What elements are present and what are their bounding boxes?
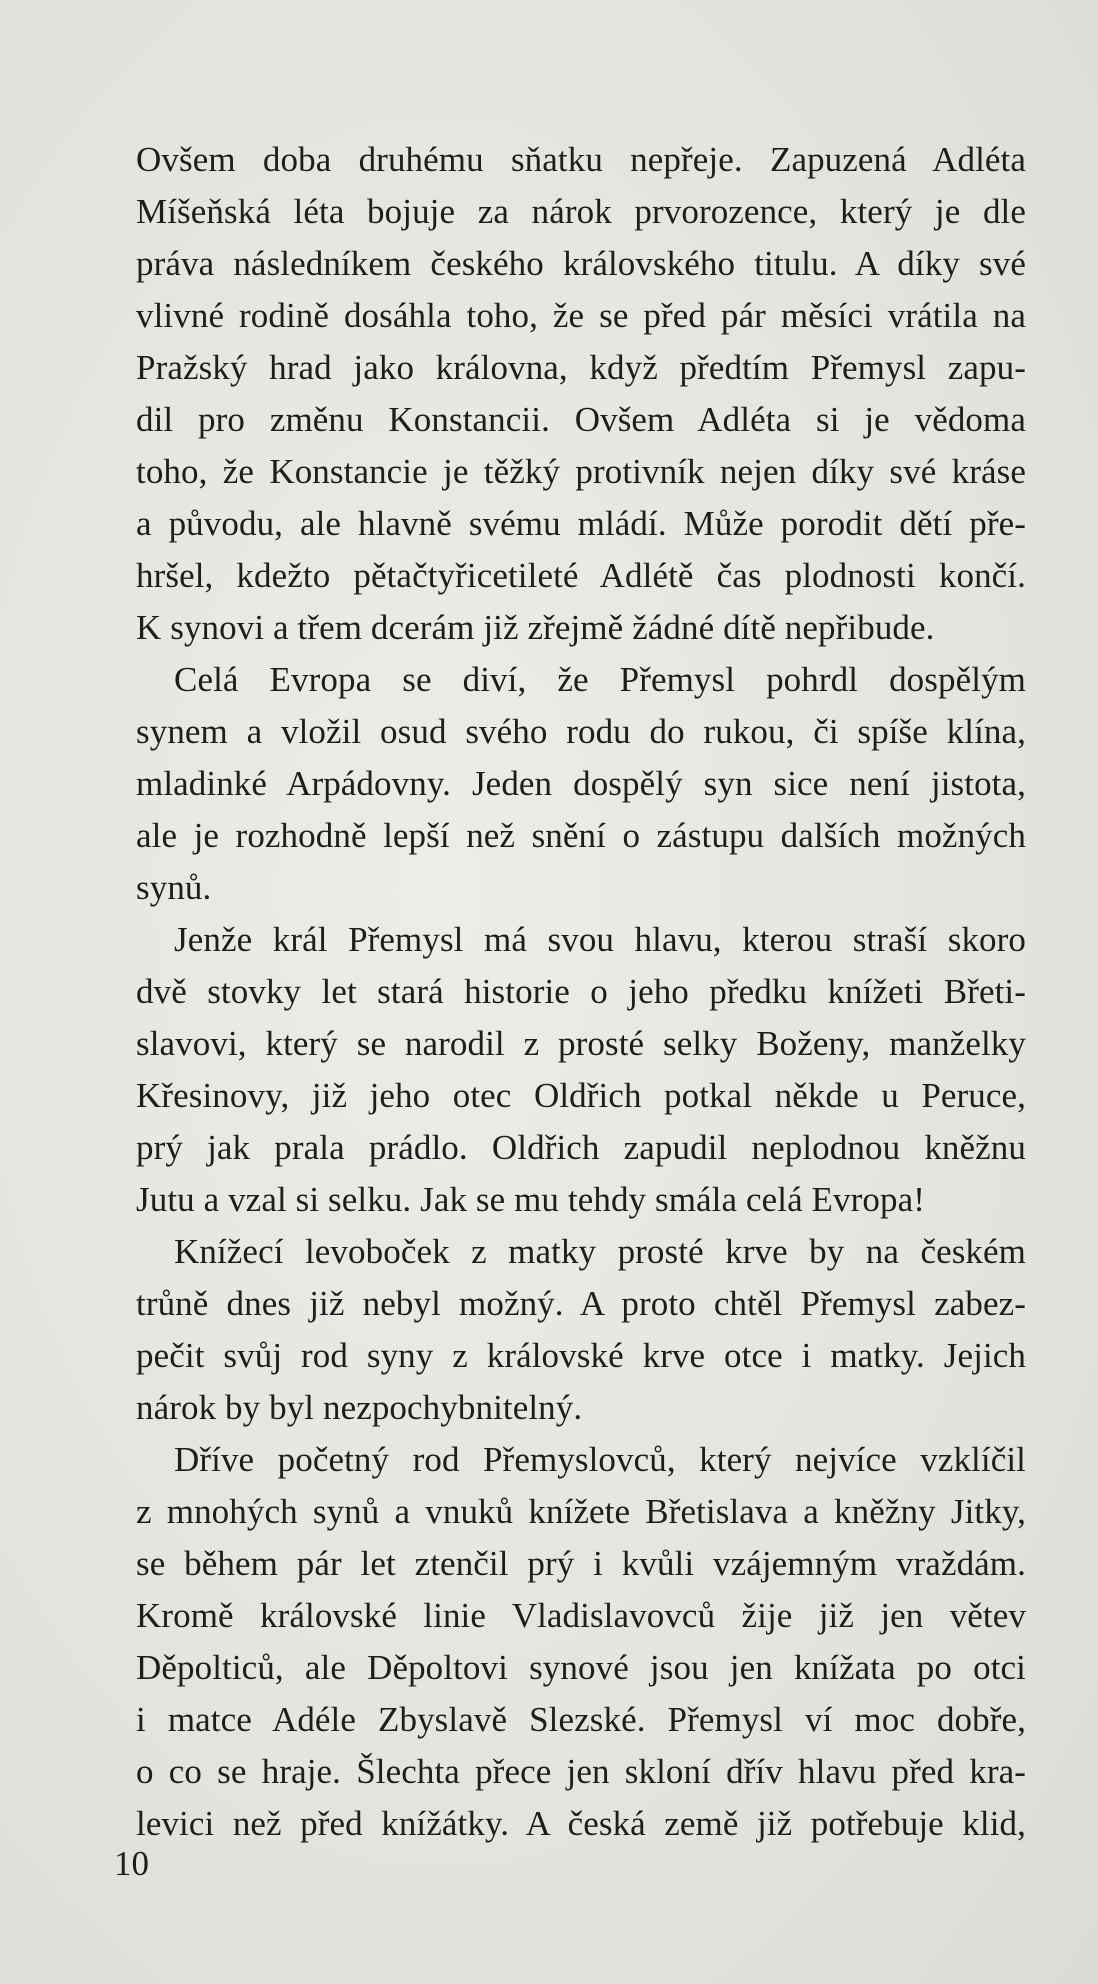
text-line: a původu, ale hlavně svému mládí. Může porodit dětí pře- [136, 504, 1026, 543]
text-line: trůně dnes již nebyl možný. A proto chtěl Přemysl zabez- [136, 1284, 1026, 1323]
text-line: i matce Adéle Zbyslavě Slezské. Přemysl ví moc dobře, [136, 1700, 1026, 1739]
text-line: nárok by byl nezpochybnitelný. [136, 1388, 583, 1427]
text-line: Knížecí levoboček z matky prosté krve by na českém [174, 1232, 1026, 1271]
text-line: Jenže král Přemysl má svou hlavu, kterou straší skoro [174, 920, 1026, 959]
text-line: slavovi, který se narodil z prosté selky Boženy, manželky [136, 1024, 1026, 1063]
text-line: o co se hraje. Šlechta přece jen skloní dřív hlavu před kra- [136, 1752, 1026, 1791]
text-line: Pražský hrad jako královna, když předtím Přemysl zapu- [136, 348, 1026, 387]
text-line: synem a vložil osud svého rodu do rukou, či spíše klína, [136, 712, 1026, 751]
text-line: práva následníkem českého královského titulu. A díky své [136, 244, 1026, 283]
text-line: prý jak prala prádlo. Oldřich zapudil neplodnou kněžnu [136, 1128, 1026, 1167]
text-line: Křesinovy, již jeho otec Oldřich potkal někde u Peruce, [136, 1076, 1026, 1115]
text-line: ale je rozhodně lepší než snění o zástupu dalších možných [136, 816, 1026, 855]
text-line: K synovi a třem dcerám již zřejmě žádné dítě nepřibude. [136, 608, 935, 647]
text-line: Kromě královské linie Vladislavovců žije již jen větev [136, 1596, 1026, 1635]
text-line: hršel, kdežto pětačtyřicetileté Adlétě čas plodnosti končí. [136, 556, 1026, 595]
text-line: dil pro změnu Konstancii. Ovšem Adléta si je vědoma [136, 400, 1026, 439]
text-line: Jutu a vzal si selku. Jak se mu tehdy smála celá Evropa! [136, 1180, 925, 1219]
text-line: dvě stovky let stará historie o jeho předku knížeti Břeti- [136, 972, 1026, 1011]
text-line: synů. [136, 868, 212, 907]
text-line: pečit svůj rod syny z královské krve otce i matky. Jejich [136, 1336, 1026, 1375]
page-number: 10 [114, 1844, 149, 1883]
text-line: toho, že Konstancie je těžký protivník nejen díky své kráse [136, 452, 1026, 491]
text-line: Celá Evropa se diví, že Přemysl pohrdl dospělým [174, 660, 1026, 699]
text-line: Míšeňská léta bojuje za nárok prvorozence, který je dle [136, 192, 1026, 231]
text-line: mladinké Arpádovny. Jeden dospělý syn sice není jistota, [136, 764, 1026, 803]
text-line: vlivné rodině dosáhla toho, že se před pár měsíci vrátila na [136, 296, 1026, 335]
text-line: Děpolticů, ale Děpoltovi synové jsou jen knížata po otci [136, 1648, 1026, 1687]
text-line: Ovšem doba druhému sňatku nepřeje. Zapuzená Adléta [136, 140, 1026, 179]
text-line: levici než před knížátky. A česká země již potřebuje klid, [136, 1804, 1026, 1843]
text-line: Dříve početný rod Přemyslovců, který nejvíce vzklíčil [174, 1440, 1026, 1479]
text-line: se během pár let ztenčil prý i kvůli vzájemným vraždám. [136, 1544, 1026, 1583]
text-line: z mnohých synů a vnuků knížete Břetislava a kněžny Jitky, [136, 1492, 1026, 1531]
